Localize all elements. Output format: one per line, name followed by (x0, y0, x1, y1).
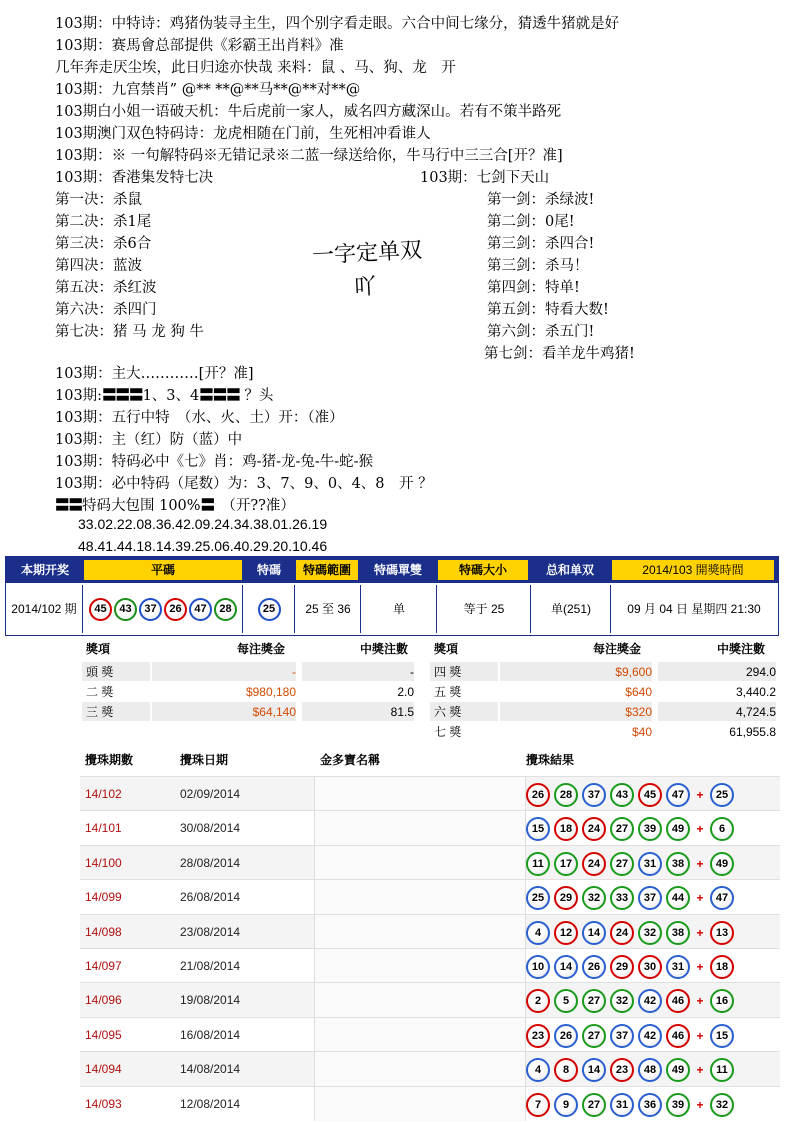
result-ball: 26 (582, 955, 606, 979)
prize-name: 頭 獎 (82, 662, 150, 681)
prize-name: 四 獎 (430, 662, 498, 681)
prize-name: 七 獎 (434, 725, 462, 739)
table-row (80, 879, 780, 914)
result-ball: 39 (638, 817, 662, 841)
result-ball: 18 (554, 817, 578, 841)
text-line-5: 103期白小姐一语破天机：牛后虎前一家人，威名四方藏深山。若有不策半路死 (55, 104, 562, 120)
special-result-ball: 15 (710, 1024, 734, 1048)
result-ball: 32 (610, 989, 634, 1013)
history-pool-name (314, 777, 526, 811)
prize-header-amount: 每注獎金 (593, 642, 642, 656)
history-result-balls (526, 921, 738, 945)
draw-table-header (6, 557, 778, 583)
prize-header-name: 獎項 (434, 642, 459, 656)
right-col-item: 第一剑：杀绿波! (487, 192, 595, 208)
special-ball-cell (242, 585, 295, 633)
header-special: 特碼 (256, 563, 281, 577)
prize-row (82, 682, 422, 702)
cover-text: 特码大包围 100% (82, 498, 201, 514)
special-result-ball: 25 (710, 783, 734, 807)
right-col-item: 第三剑：杀马！ (487, 258, 589, 274)
prize-header-name: 獎項 (86, 642, 111, 656)
left-col-item: 第四决：蓝波 (55, 258, 142, 274)
history-draw-date: 21/08/2014 (180, 959, 241, 973)
history-draw-id[interactable]: 14/094 (85, 1062, 122, 1077)
handwritten-note-2: 吖 (353, 274, 377, 301)
table-row (80, 1017, 780, 1052)
bar-glyph: 〓〓〓 (102, 388, 143, 404)
result-ball: 37 (582, 783, 606, 807)
table-row (80, 776, 780, 811)
prize-amount: - (152, 662, 296, 681)
result-ball: 46 (666, 1024, 690, 1048)
result-ball: 44 (666, 886, 690, 910)
text-line-2: 103期：赛馬會总部提供《彩霸王出肖料》准 (55, 38, 344, 54)
history-result-balls (526, 783, 738, 807)
history-pool-name (314, 983, 526, 1017)
right-col-item: 第二剑：0尾! (487, 214, 575, 230)
cover-suffix: （开??准） (214, 498, 295, 514)
special-result-ball: 47 (710, 886, 734, 910)
result-ball: 32 (582, 886, 606, 910)
head-suffix: ？头 (239, 388, 274, 404)
result-ball: 26 (526, 783, 550, 807)
result-ball: 24 (610, 921, 634, 945)
prize-count: 2.0 (397, 685, 414, 699)
header-range: 特碼範圍 (296, 560, 358, 580)
result-ball: 14 (554, 955, 578, 979)
prize-header-count: 中獎注數 (717, 642, 766, 656)
plus-sign: + (696, 1063, 704, 1078)
right-col-item: 第三剑：杀四合! (487, 236, 595, 252)
history-draw-id[interactable]: 14/101 (85, 821, 122, 836)
history-pool-name (314, 915, 526, 949)
history-pool-name (314, 1087, 526, 1121)
history-result-balls (526, 1024, 738, 1048)
result-ball: 7 (526, 1093, 550, 1117)
plus-sign: + (696, 788, 704, 802)
result-ball: 48 (638, 1058, 662, 1082)
result-ball: 49 (666, 817, 690, 841)
header-regular: 平碼 (84, 560, 242, 580)
special-result-ball: 18 (710, 955, 734, 979)
number-list-1: 33.02.22.08.36.42.09.24.34.38.01.26.19 (78, 516, 328, 532)
prize-name: 三 獎 (82, 702, 150, 721)
text-line-cover (55, 496, 295, 516)
history-pool-name (314, 811, 526, 845)
result-ball: 28 (554, 783, 578, 807)
prize-name: 五 獎 (434, 685, 462, 699)
table-row (80, 810, 780, 845)
plus-sign: + (696, 822, 704, 837)
prize-count: 61,955.8 (729, 725, 776, 739)
text-line-7: 103期：※ 一句解特码※无错记录※二蓝一绿送给你，牛马行中三三合[开？准] (55, 148, 563, 164)
period-cell: 2014/102 期 (11, 602, 77, 616)
head-prefix: 103期: (55, 388, 103, 404)
result-ball: 27 (582, 1024, 606, 1048)
prize-header-amount: 每注獎金 (237, 642, 286, 656)
header-current-draw: 本期开奖 (20, 563, 69, 577)
left-col-item: 第一决：杀鼠 (55, 192, 142, 208)
bar-glyph: 〓 (200, 498, 215, 514)
plus-sign: + (696, 925, 704, 940)
text-line-zodiac: 103期：特码必中《七》肖：鸡-猪-龙-兔-牛-蛇-猴 (55, 454, 374, 470)
header-draw-time: 2014/103 開獎時間 (612, 560, 774, 580)
history-draw-id[interactable]: 14/096 (85, 993, 122, 1008)
history-draw-date: 14/08/2014 (180, 1062, 241, 1077)
result-ball: 36 (638, 1093, 662, 1117)
result-ball: 30 (638, 955, 662, 979)
prize-row (430, 722, 782, 742)
regular-ball: 28 (214, 598, 237, 621)
history-draw-id[interactable]: 14/097 (85, 959, 122, 973)
text-line-main: 103期：主大…………[开？准] (55, 366, 254, 382)
prize-row (430, 682, 782, 702)
odd-even-cell: 单 (360, 585, 437, 633)
result-ball: 31 (666, 955, 690, 979)
result-ball: 24 (582, 852, 606, 876)
table-row (80, 1086, 780, 1121)
history-draw-date: 30/08/2014 (180, 821, 241, 836)
history-draw-date: 12/08/2014 (180, 1096, 241, 1111)
result-ball: 39 (666, 1093, 690, 1117)
history-result-balls (526, 955, 738, 979)
prize-count: 4,724.5 (658, 702, 776, 721)
draw-time-cell: 09 月 04 日 星期四 21:30 (610, 585, 777, 633)
history-draw-date: 28/08/2014 (180, 855, 241, 870)
text-line-1: 103期：中特诗：鸡猪伪装寻主生，四个别字看走眼。六合中间七缘分，猜透牛猪就是好 (55, 16, 620, 32)
number-list-2: 48.41.44.18.14.39.25.06.40.29.20.10.46 (78, 538, 328, 554)
special-result-ball: 49 (710, 852, 734, 876)
result-ball: 43 (610, 783, 634, 807)
prize-amount: $64,140 (152, 702, 296, 721)
special-result-ball: 11 (710, 1058, 734, 1082)
prize-row (82, 702, 422, 722)
prize-count: 81.5 (302, 702, 414, 721)
history-draw-id[interactable]: 14/102 (85, 787, 122, 801)
left-col-title: 103期：香港集发特七决 (55, 170, 214, 186)
result-ball: 23 (526, 1024, 550, 1048)
history-draw-date: 02/09/2014 (180, 787, 241, 801)
text-line-wuxing: 103期：五行中特 （水、火、土）开：（准） (55, 410, 344, 426)
head-digits: 1、3、4 (142, 388, 200, 404)
result-ball: 31 (638, 852, 662, 876)
special-result-ball: 16 (710, 989, 734, 1013)
table-row (80, 948, 780, 983)
prize-header-count: 中獎注數 (360, 642, 409, 656)
result-ball: 46 (666, 989, 690, 1013)
result-ball: 25 (526, 886, 550, 910)
history-draw-id[interactable]: 14/100 (85, 855, 122, 870)
result-ball: 31 (610, 1093, 634, 1117)
prize-amount: $640 (625, 685, 652, 699)
result-ball: 32 (638, 921, 662, 945)
result-ball: 42 (638, 1024, 662, 1048)
table-row (80, 1051, 780, 1086)
left-col-item: 第七决：猪 马 龙 狗 牛 (55, 324, 204, 340)
special-result-ball: 32 (710, 1093, 734, 1117)
plus-sign: + (696, 994, 704, 1009)
left-col-item: 第三决：杀6合 (55, 236, 152, 252)
result-ball: 15 (526, 817, 550, 841)
history-draw-id[interactable]: 14/095 (85, 1027, 122, 1042)
result-ball: 27 (610, 817, 634, 841)
result-ball: 12 (554, 921, 578, 945)
prize-amount: $980,180 (245, 685, 296, 699)
history-header-date: 攪珠日期 (180, 753, 229, 767)
prize-name: 二 獎 (86, 685, 114, 699)
left-col-item: 第二决：杀1尾 (55, 214, 152, 230)
result-ball: 23 (610, 1058, 634, 1082)
plus-sign: + (696, 960, 704, 974)
left-col-item: 第六决：杀四门 (55, 302, 157, 318)
result-ball: 27 (582, 989, 606, 1013)
result-ball: 42 (638, 989, 662, 1013)
range-cell: 25 至 36 (294, 585, 361, 633)
result-ball: 14 (582, 921, 606, 945)
prize-row (82, 662, 422, 682)
result-ball: 5 (554, 989, 578, 1013)
history-result-balls (526, 989, 738, 1013)
result-ball: 37 (610, 1024, 634, 1048)
history-pool-name (314, 880, 526, 914)
regular-ball: 43 (114, 598, 137, 621)
sum-cell: 单(251) (530, 585, 611, 633)
draw-results-table (5, 556, 779, 636)
plus-sign: + (696, 1097, 704, 1112)
right-col-item: 第六剑：杀五门! (487, 324, 595, 340)
history-draw-date: 16/08/2014 (180, 1027, 241, 1042)
result-ball: 38 (666, 852, 690, 876)
header-sum: 总和单双 (545, 563, 594, 577)
special-result-ball: 6 (710, 817, 734, 841)
history-result-balls (526, 1093, 738, 1117)
table-row (80, 845, 780, 880)
history-header-name: 金多寶名稱 (320, 753, 381, 767)
history-draw-id[interactable]: 14/099 (85, 890, 122, 905)
result-ball: 45 (638, 783, 662, 807)
history-pool-name (314, 1018, 526, 1052)
regular-ball: 45 (89, 598, 112, 621)
history-pool-name (314, 1052, 526, 1086)
result-ball: 17 (554, 852, 578, 876)
history-draw-date: 19/08/2014 (180, 993, 241, 1008)
history-header-result: 攪珠結果 (526, 753, 575, 767)
right-col-item: 第四剑：特单! (487, 280, 580, 296)
history-draw-id[interactable]: 14/098 (85, 924, 122, 939)
result-ball: 8 (554, 1058, 578, 1082)
result-ball: 49 (666, 1058, 690, 1082)
prize-count: - (302, 662, 414, 681)
result-ball: 29 (610, 955, 634, 979)
text-line-4: 103期：九宫禁肖” @** **@**马**@**对**@ (55, 82, 361, 98)
result-ball: 10 (526, 955, 550, 979)
bar-glyph: 〓〓〓 (199, 388, 240, 404)
result-ball: 4 (526, 1058, 550, 1082)
right-col-title: 103期：七剑下天山 (420, 170, 550, 186)
history-result-balls (526, 852, 738, 876)
handwritten-note: 一字定单双 (311, 238, 423, 269)
result-ball: 14 (582, 1058, 606, 1082)
right-col-item: 第七剑：看羊龙牛鸡猪! (484, 346, 635, 362)
history-draw-date: 26/08/2014 (180, 890, 241, 905)
prize-amount: $9,600 (500, 662, 652, 681)
prize-count: 294.0 (658, 662, 776, 681)
header-size: 特碼大小 (438, 560, 528, 580)
history-draw-id[interactable]: 14/093 (85, 1096, 122, 1111)
result-ball: 24 (582, 817, 606, 841)
table-row (80, 914, 780, 949)
regular-ball: 37 (139, 598, 162, 621)
table-row (80, 982, 780, 1017)
history-result-balls (526, 1058, 738, 1082)
result-ball: 29 (554, 886, 578, 910)
history-header-id: 攪珠期數 (85, 753, 134, 767)
prize-row (430, 662, 782, 682)
left-col-item: 第五决：杀红波 (55, 280, 157, 296)
prize-name: 六 獎 (430, 702, 498, 721)
draw-table-row (6, 585, 778, 633)
result-ball: 2 (526, 989, 550, 1013)
text-line-tail: 103期：必中特码（尾数）为：3、7、9、0、4、8 开 ？ (55, 476, 433, 492)
header-odd-even: 特碼單雙 (373, 563, 422, 577)
result-ball: 11 (526, 852, 550, 876)
result-ball: 27 (610, 852, 634, 876)
text-line-head (55, 386, 273, 406)
plus-sign: + (696, 1028, 704, 1043)
regular-ball: 47 (189, 598, 212, 621)
result-ball: 38 (666, 921, 690, 945)
history-result-balls (526, 886, 738, 910)
prize-count: 3,440.2 (735, 685, 776, 699)
history-pool-name (314, 846, 526, 880)
result-ball: 33 (610, 886, 634, 910)
text-line-6: 103期澳门双色特码诗：龙虎相随在门前，生死相冲看谁人 (55, 126, 431, 142)
history-result-balls (526, 817, 738, 841)
history-draw-date: 23/08/2014 (180, 924, 241, 939)
prize-amount: $40 (631, 725, 652, 739)
regular-balls-cell (82, 585, 243, 633)
history-pool-name (314, 949, 526, 983)
result-ball: 4 (526, 921, 550, 945)
special-result-ball: 13 (710, 921, 734, 945)
bar-glyph: 〓〓 (55, 498, 82, 514)
result-ball: 9 (554, 1093, 578, 1117)
regular-ball: 26 (164, 598, 187, 621)
plus-sign: + (696, 856, 704, 871)
result-ball: 47 (666, 783, 690, 807)
special-ball: 25 (258, 598, 281, 621)
prize-amount: $320 (500, 702, 652, 721)
result-ball: 37 (638, 886, 662, 910)
right-col-item: 第五剑：特看大数! (487, 302, 609, 318)
size-cell: 等于 25 (436, 585, 531, 633)
text-line-color: 103期：主（红）防（蓝）中 (55, 432, 243, 448)
text-line-3: 几年奔走厌尘埃，此日归途亦快哉 来料：鼠 、马、狗、龙 开 (55, 60, 456, 76)
result-ball: 27 (582, 1093, 606, 1117)
result-ball: 26 (554, 1024, 578, 1048)
plus-sign: + (696, 891, 704, 906)
prize-row (430, 702, 782, 722)
